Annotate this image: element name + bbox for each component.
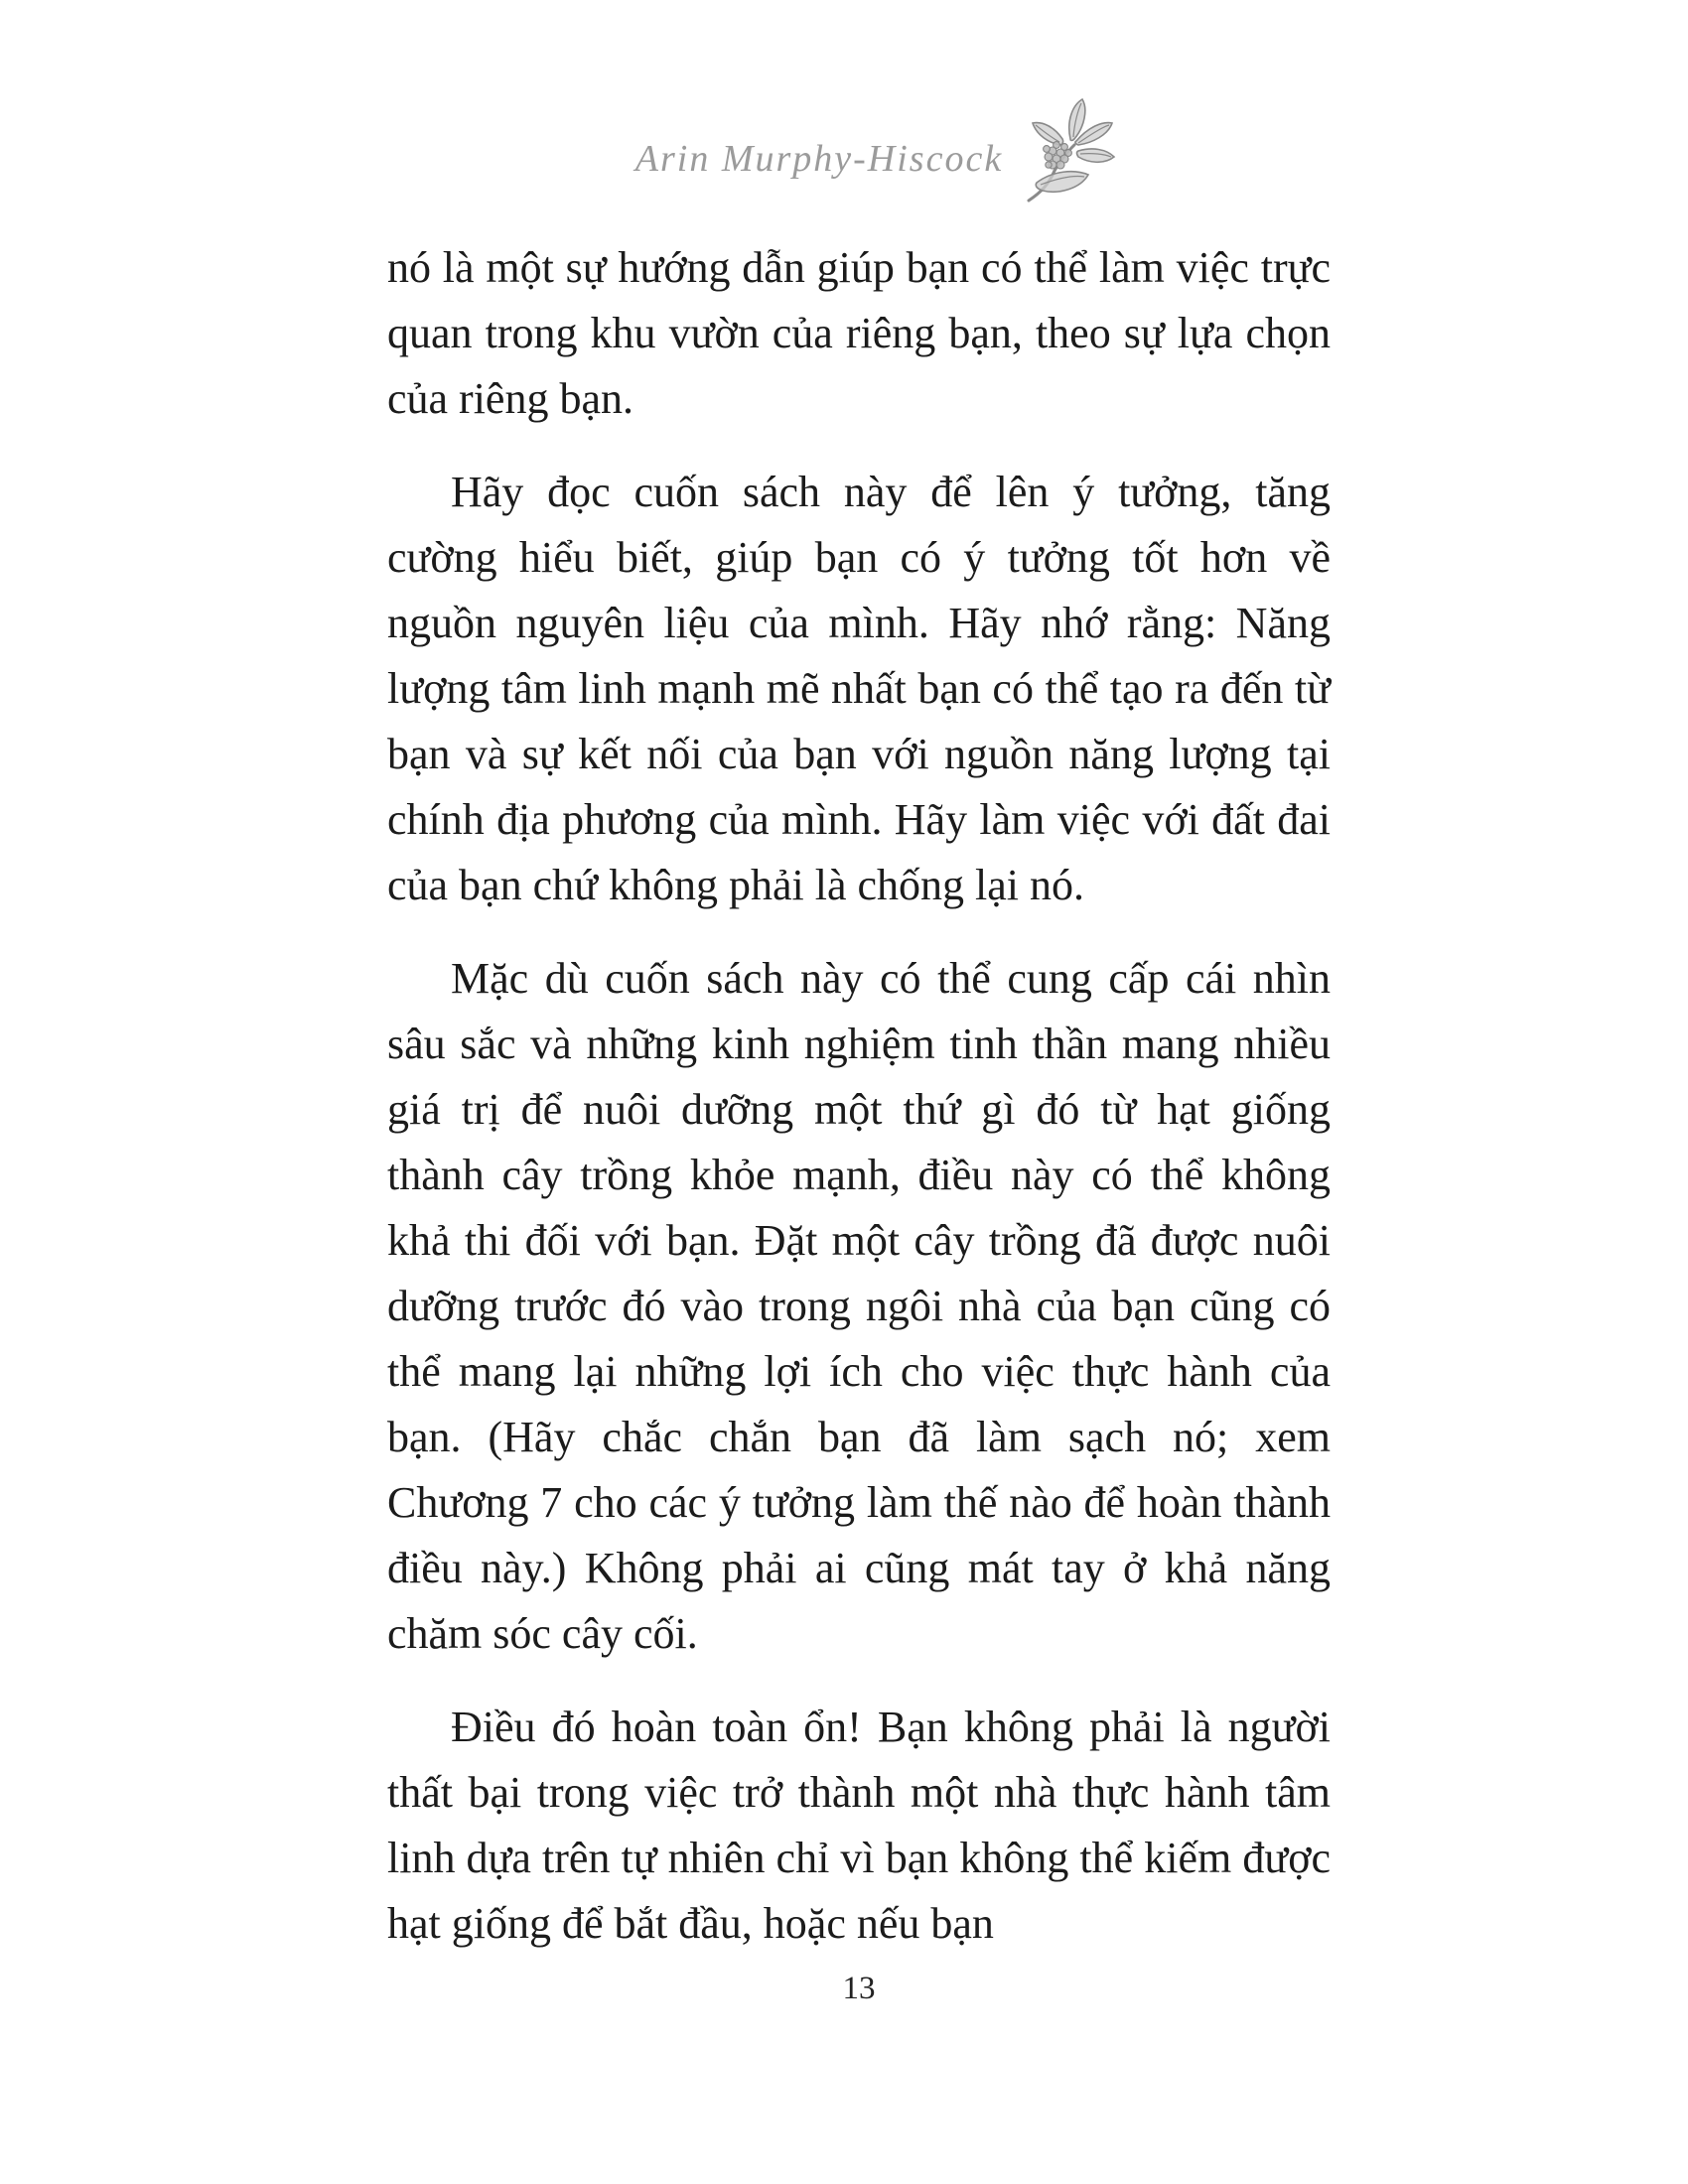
- paragraph-3: Mặc dù cuốn sách này có thể cung cấp cái nhìn sâu sắc và những kinh nghiệm tinh thần mang nhiều giá trị để nuôi dưỡng một thứ gì đó từ hạt giống thành cây trồng khỏe mạnh, điều này có thể không khả thi đối với bạn. Đặt một cây trồng đã được nuôi dưỡng trước đó vào trong ngôi nhà của bạn cũng có thể mang lại những lợi ích cho việc thực hành của bạn. (Hãy chắc chắn bạn đã làm sạch nó; xem Chương 7 cho các ý tưởng làm thế nào để hoàn thành điều này.) Không phải ai cũng mát tay ở khả năng chăm sóc cây cối.: [387, 954, 1331, 1658]
- paragraph-2: Hãy đọc cuốn sách này để lên ý tưởng, tăng cường hiểu biết, giúp bạn có ý tưởng tốt hơn về nguồn nguyên liệu của mình. Hãy nhớ rằng: Năng lượng tâm linh mạnh mẽ nhất bạn có thể tạo ra đến từ bạn và sự kết nối của bạn với nguồn năng lượng tại chính địa phương của mình. Hãy làm việc với đất đai của bạn chứ không phải là chống lại nó.: [387, 468, 1331, 909]
- page-number: 13: [842, 1971, 876, 2006]
- leaf-sprig-illustration: [1019, 95, 1122, 205]
- author-running-head: Arin Murphy-Hiscock: [634, 138, 1004, 180]
- page-header: [407, 87, 1350, 206]
- paragraph-1: nó là một sự hướng dẫn giúp bạn có thể làm việc trực quan trong khu vườn của riêng bạn, theo sự lựa chọn của riêng bạn.: [387, 243, 1331, 423]
- page-footer: [387, 1971, 1331, 2007]
- paragraph-4: Điều đó hoàn toàn ổn! Bạn không phải là người thất bại trong việc trở thành một nhà thực hành tâm linh dựa trên tự nhiên chỉ vì bạn không thể kiếm được hạt giống để bắt đầu, hoặc nếu bạn: [387, 1703, 1331, 1948]
- page-body: [387, 235, 1331, 1984]
